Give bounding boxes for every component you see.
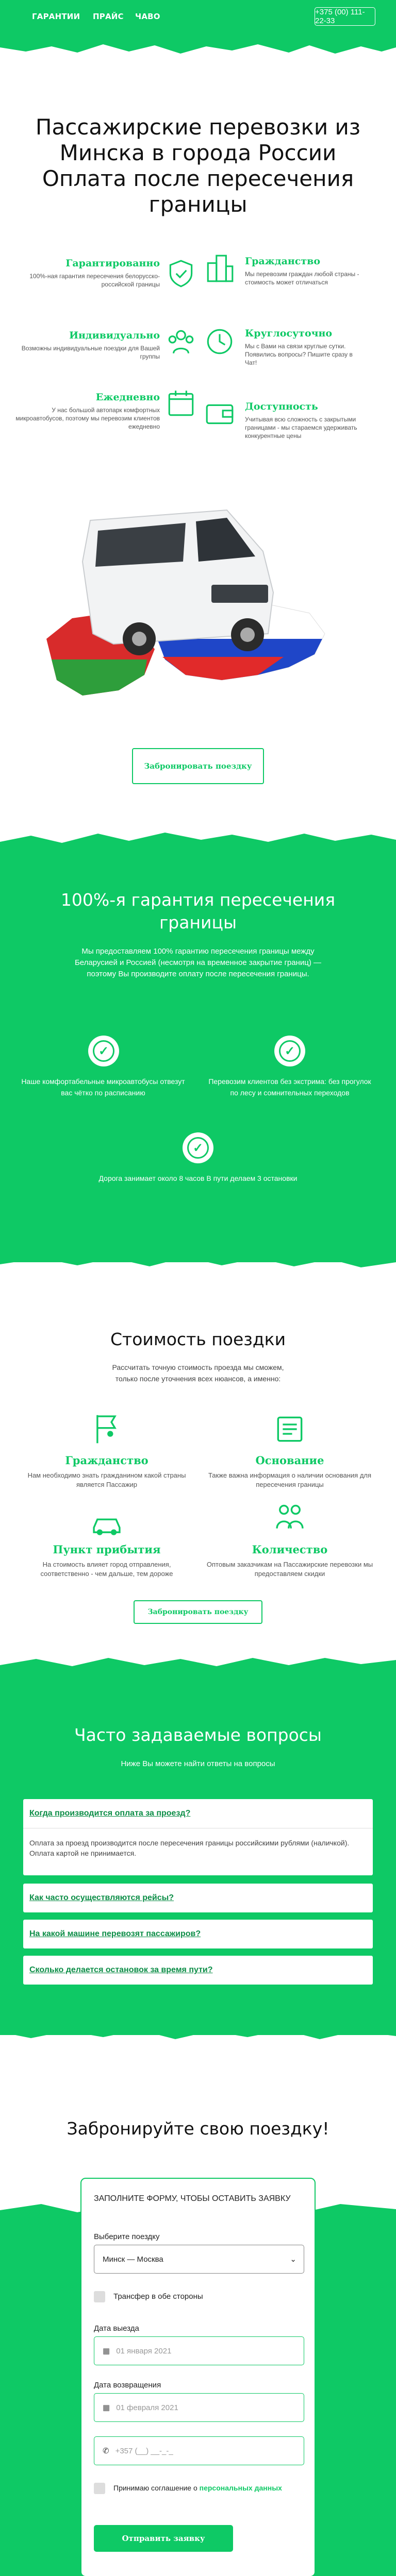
hero-title: Пассажирские перевозки из Минска в города России Оплата после пересечения границы	[35, 114, 361, 217]
consent-link[interactable]: персональных данных	[199, 2484, 282, 2492]
booking-form	[80, 2178, 316, 2576]
nav-faq[interactable]: ЧАВО	[135, 12, 160, 21]
torn-edge	[0, 828, 396, 849]
faq-item-frequency[interactable]	[23, 1884, 373, 1912]
route-value: Минск — Москва	[103, 2255, 163, 2264]
calendar-icon	[165, 387, 197, 419]
faq-answer: Оплата за проезд производится после пересечения границы российскими рублями (наличкой). Оплата картой не принимается.	[23, 1828, 373, 1868]
feature-guaranteed: Гарантированно 100%-ная гарантия пересечения белорусско-российской границы	[29, 258, 160, 288]
transfer-label: Трансфер в обе стороны	[113, 2292, 203, 2301]
consent-text	[113, 2483, 299, 2493]
consent-checkbox[interactable]	[94, 2483, 105, 2494]
torn-edge	[0, 1653, 396, 1673]
feature-daily: Ежедневно У нас большой автопарк комфортных микроавтобусов, поэтому мы перевозим клиентов ежедневно	[15, 392, 160, 430]
price-subtitle: Рассчитать точную стоимость проезда мы сможем, только после уточнения всех нюансов, а именно:	[112, 1363, 284, 1383]
booking-title: Забронируйте свою поездку!	[67, 2119, 329, 2139]
faq-item-payment[interactable]	[23, 1799, 373, 1875]
route-label: Выберите поездку	[94, 2232, 160, 2241]
phone-icon: ✆	[103, 2447, 109, 2455]
faq-title: Часто задаваемые вопросы	[74, 1725, 322, 1745]
phone-placeholder: +357 (__) __-_-_	[115, 2446, 173, 2455]
faq-item-stops[interactable]	[23, 1956, 373, 1985]
submit-button[interactable]: Отправить заявку	[94, 2525, 233, 2552]
faq-question[interactable]: Сколько делается остановок за время пути?	[29, 1965, 213, 1974]
guarantee-title: 100%-я гарантия пересечения границы	[60, 890, 336, 933]
price-item-destination: Пункт прибытия На стоимость влияет город отправления, соответственно - чем дальше, тем дороже	[40, 1543, 173, 1578]
wallet-icon	[204, 398, 236, 430]
check-icon: ✓	[88, 1036, 119, 1066]
check-icon: ✓	[183, 1132, 213, 1163]
check-icon: ✓	[274, 1036, 305, 1066]
car-icon	[89, 1505, 124, 1540]
return-placeholder: 01 февраля 2021	[116, 2403, 178, 2412]
flag-person-icon	[89, 1412, 124, 1447]
feature-round-the-clock: Круглосуточно Мы с Вами на связи круглые сутки. Появились вопросы? Пишите сразу в Чат!	[245, 328, 353, 366]
guarantee-item-safety: Перевозим клиентов без экстрима: без прогулок по лесу и сомнительных переходов	[208, 1077, 371, 1097]
chevron-down-icon: ⌄	[290, 2255, 296, 2264]
phone-button[interactable]: +375 (00) 111-22-33	[315, 7, 375, 26]
departure-label: Дата выезда	[94, 2324, 139, 2333]
consent-prefix: Принимаю соглашение о	[113, 2484, 200, 2492]
faq-question[interactable]: Когда производится оплата за проезд?	[29, 1809, 191, 1818]
price-item-basis: Основание Также важна информация о наличии основания для пересечения границы	[208, 1454, 372, 1488]
departure-placeholder: 01 января 2021	[116, 2346, 172, 2355]
nav-price[interactable]: ПРАЙС	[93, 12, 124, 21]
torn-edge	[0, 1252, 396, 1273]
feature-affordability: Доступность Учитывая всю сложность с закрытыми границами - мы стараемся удерживать конкурентные цены	[245, 401, 357, 439]
faq-subtitle: Ниже Вы можете найти ответы на вопросы	[121, 1759, 275, 1768]
nav-guarantees[interactable]: ГАРАНТИИ	[32, 12, 80, 21]
people-icon	[272, 1499, 307, 1534]
faq-question[interactable]: Как часто осуществляются рейсы?	[29, 1893, 174, 1902]
guarantee-item-duration: Дорога занимает около 8 часов В пути делаем 3 остановки	[98, 1174, 298, 1182]
calendar-icon: ▦	[103, 2347, 110, 2355]
hero-book-button[interactable]: Забронировать поездку	[132, 748, 264, 784]
route-select[interactable]	[94, 2245, 304, 2274]
minibus-maps-illustration	[41, 489, 330, 706]
shield-check-icon	[165, 258, 197, 290]
torn-edge	[0, 40, 396, 61]
feature-citizenship: Гражданство Мы перевозим граждан любой страны - стоимость может отличаться	[245, 256, 359, 286]
guarantee-item-schedule: Наше комфортабельные микроавтобусы отвезут вас чётко по расписанию	[21, 1077, 185, 1097]
document-icon	[272, 1412, 307, 1447]
faq-item-vehicle[interactable]	[23, 1920, 373, 1948]
feature-individual: Индивидуально Возможны индивидуальные поездки для Вашей группы	[21, 330, 160, 360]
departure-date-input[interactable]	[94, 2336, 304, 2365]
price-item-quantity: Количество Оптовым заказчикам на Пассажирские перевозки мы предоставляем скидки	[206, 1543, 373, 1578]
guarantee-text: Мы предоставляем 100% гарантию пересечения границы между Беларусией и Россией (несмотря на временное закрытие границ) — поэтому Вы производите оплату после пересечения границы.	[74, 947, 322, 978]
group-icon	[165, 326, 197, 358]
price-title: Стоимость поездки	[110, 1329, 286, 1349]
calendar-icon: ▦	[103, 2403, 110, 2412]
clock-icon	[204, 326, 236, 358]
transfer-checkbox[interactable]	[94, 2291, 105, 2302]
faq-question[interactable]: На какой машине перевозят пассажиров?	[29, 1929, 201, 1938]
return-label: Дата возвращения	[94, 2381, 161, 2389]
city-icon	[204, 252, 236, 284]
form-title: ЗАПОЛНИТЕ ФОРМУ, ЧТОБЫ ОСТАВИТЬ ЗАЯВКУ	[94, 2194, 291, 2203]
price-item-citizenship: Гражданство Нам необходимо знать гражданином какой страны является Пассажир	[27, 1454, 186, 1488]
top-header	[0, 0, 396, 41]
price-book-button[interactable]: Забронировать поездку	[134, 1600, 262, 1624]
return-date-input[interactable]	[94, 2393, 304, 2422]
torn-edge	[0, 2025, 396, 2045]
phone-input[interactable]	[94, 2436, 304, 2465]
